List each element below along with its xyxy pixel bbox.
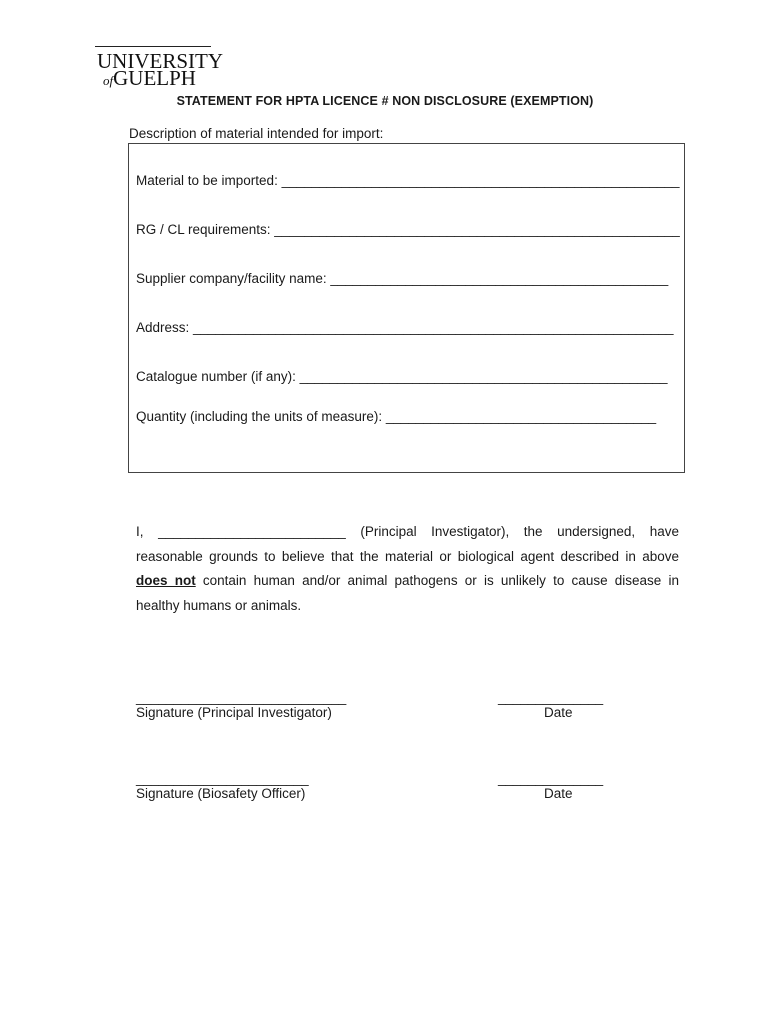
bso-signature-line[interactable]: _______________________ <box>136 771 309 786</box>
document-title: STATEMENT FOR HPTA LICENCE # NON DISCLOSURE (EXEMPTION) <box>176 94 594 108</box>
statement-emphasis: does not <box>136 573 196 588</box>
statement-line-3 <box>136 569 679 594</box>
logo-of-text: of <box>103 73 114 88</box>
university-of-guelph-logo <box>95 44 223 90</box>
statement-line-2: reasonable grounds to believe that the material or biological agent described in above <box>136 548 679 564</box>
pi-date-label: Date <box>544 705 573 720</box>
statement-line-3-rest: contain human and/or animal pathogens or is unlikely to cause disease in <box>195 573 680 588</box>
material-field[interactable]: Material to be imported: _____________________________________________________ <box>136 173 680 188</box>
logo-guelph-name: GUELPH <box>113 66 196 90</box>
address-field[interactable]: Address: ________________________________________________________________ <box>136 320 674 335</box>
investigator-statement <box>136 520 679 618</box>
pi-signature-label: Signature (Principal Investigator) <box>136 705 332 720</box>
pi-signature-line[interactable]: ____________________________ <box>136 690 347 705</box>
bso-date-label: Date <box>544 786 573 801</box>
statement-line-4: healthy humans or animals. <box>136 597 302 613</box>
quantity-field[interactable]: Quantity (including the units of measure): ____________________________________ <box>136 409 657 424</box>
supplier-field[interactable]: Supplier company/facility name: _____________________________________________ <box>136 271 669 286</box>
pi-date-line[interactable]: ______________ <box>498 690 604 705</box>
description-label: Description of material intended for import: <box>129 126 384 141</box>
bso-date-line[interactable]: ______________ <box>498 771 604 786</box>
logo-guelph-text <box>103 66 196 91</box>
logo-rule <box>95 46 211 47</box>
bso-signature-label: Signature (Biosafety Officer) <box>136 786 306 801</box>
logo-university-text: UNIVERSITY <box>97 49 223 73</box>
statement-line-1[interactable]: I, _________________________ (Principal Investigator), the undersigned, have <box>136 524 679 539</box>
rg-cl-field[interactable]: RG / CL requirements: ______________________________________________________ <box>136 222 680 237</box>
catalogue-field[interactable]: Catalogue number (if any): _________________________________________________ <box>136 369 668 384</box>
